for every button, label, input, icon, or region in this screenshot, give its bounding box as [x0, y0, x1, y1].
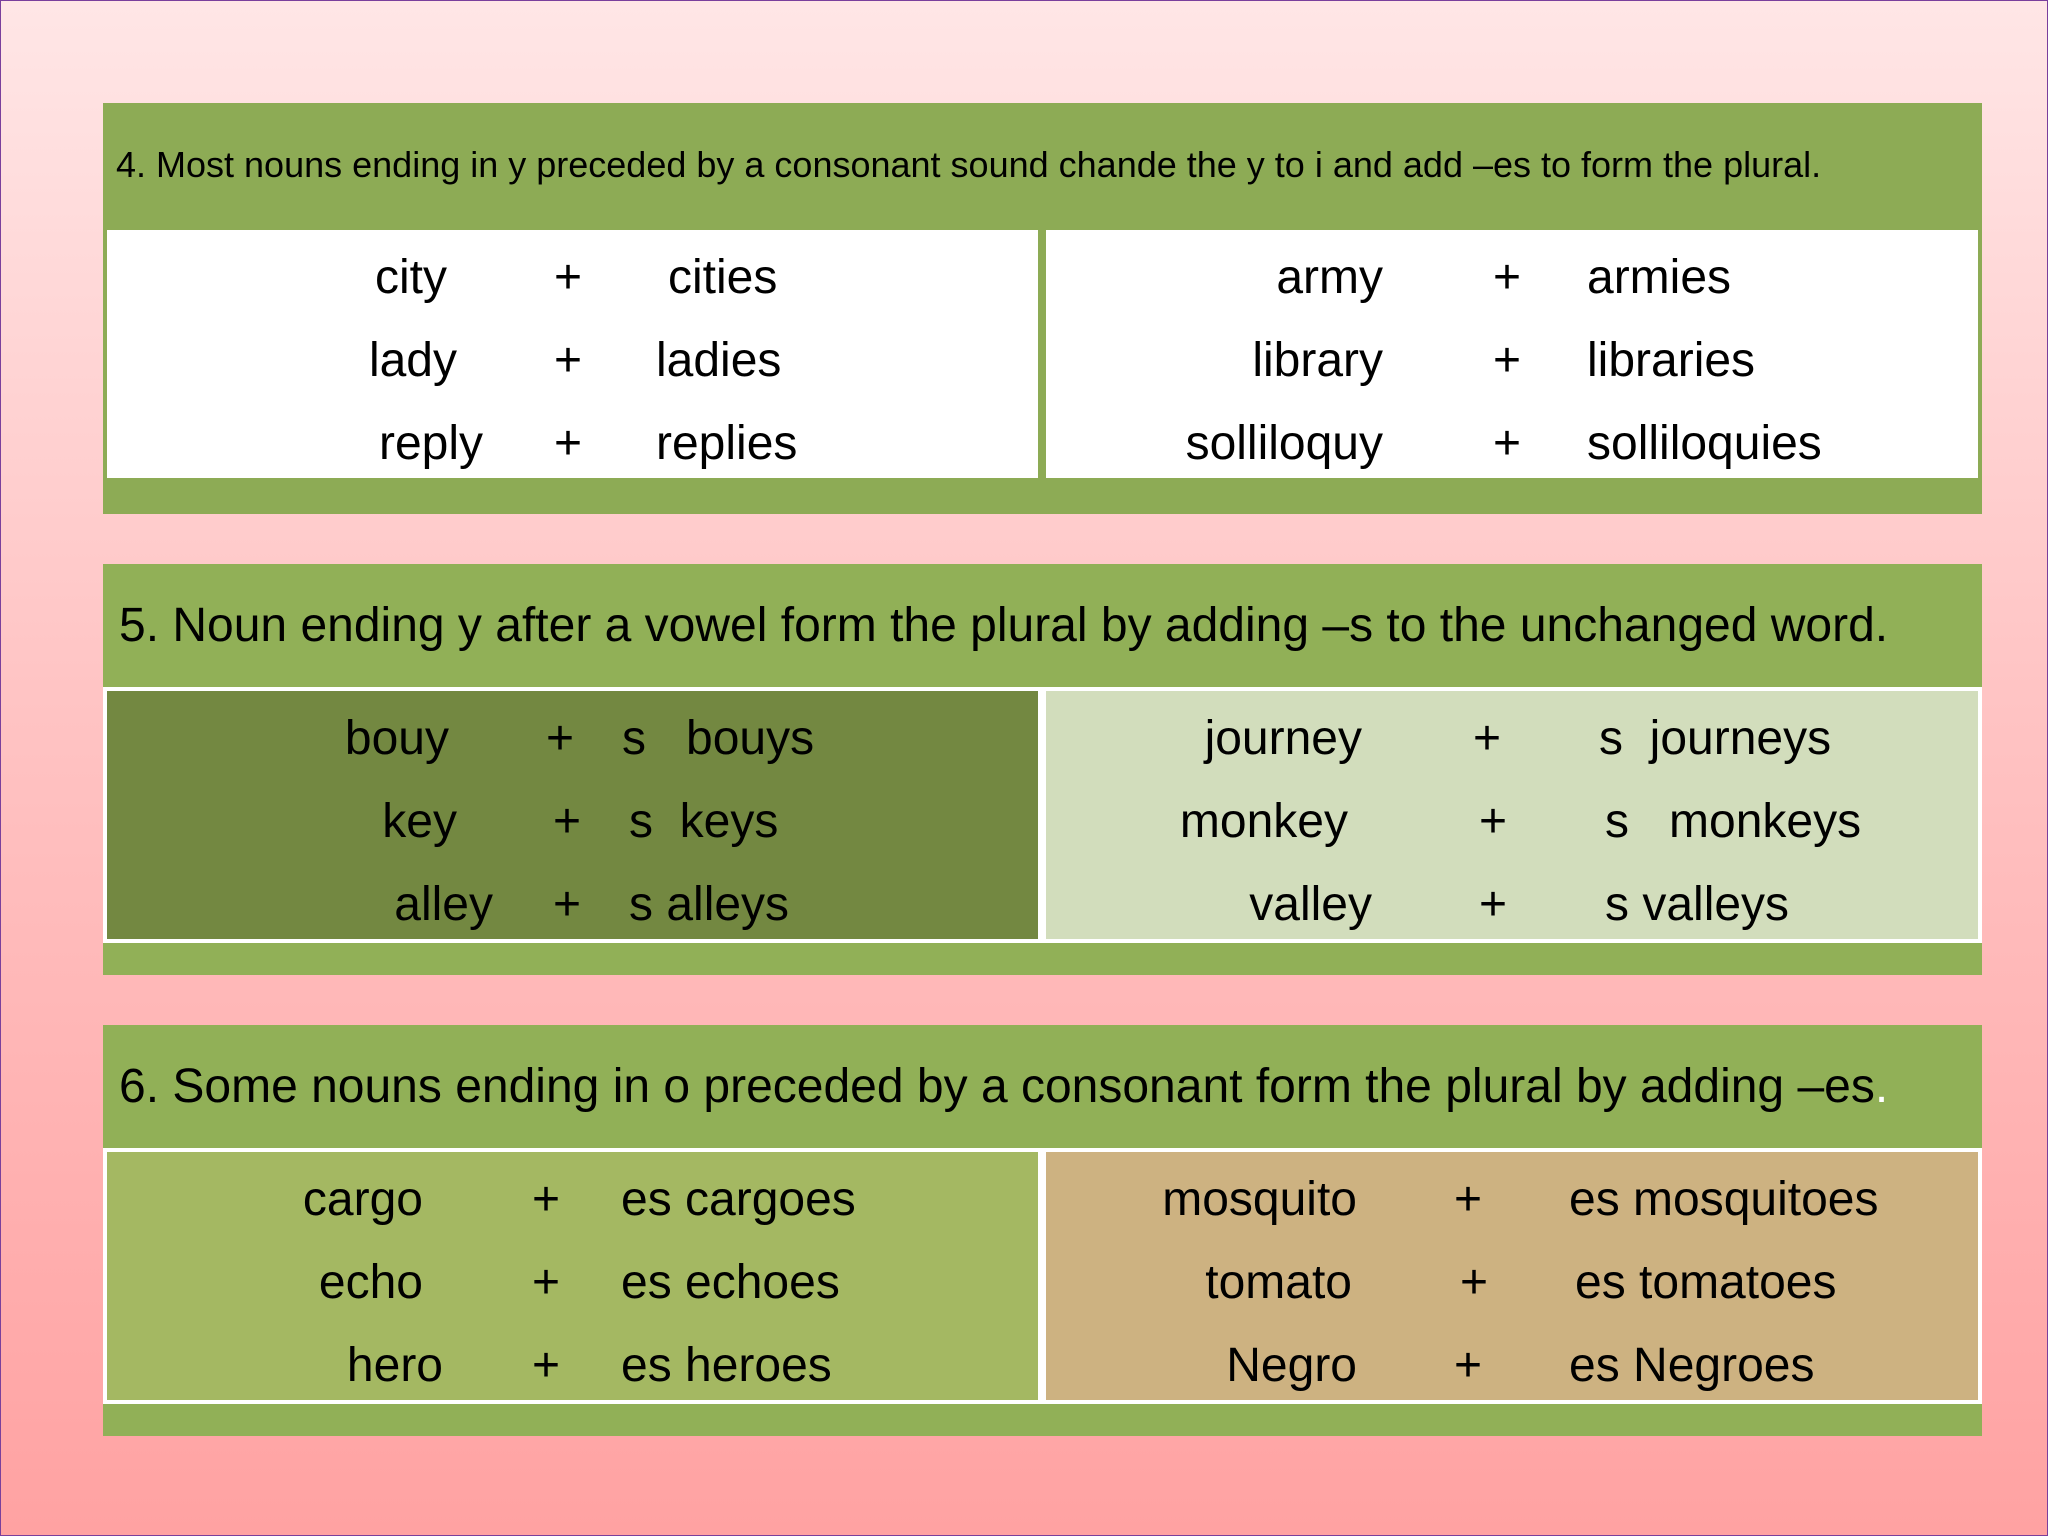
- plus-sign: +: [1479, 795, 1508, 848]
- word: alley: [394, 878, 493, 931]
- word: city: [375, 251, 447, 304]
- plus-sign: +: [1454, 1339, 1483, 1392]
- plural-form: libraries: [1587, 334, 1756, 387]
- plural-form: es echoes: [621, 1256, 840, 1309]
- rule-5-left-examples: [103, 687, 1042, 943]
- plural-form: es Negroes: [1569, 1339, 1815, 1392]
- plural-form: es cargoes: [621, 1173, 856, 1226]
- plus-sign: +: [546, 712, 575, 765]
- rule-5-right-examples: [1042, 687, 1982, 943]
- plus-sign: +: [1460, 1256, 1489, 1309]
- rule-6-panel: [103, 1025, 1982, 1436]
- plus-sign: +: [1493, 334, 1522, 387]
- plus-sign: +: [532, 1173, 561, 1226]
- word: army: [1276, 251, 1383, 304]
- word: echo: [318, 1256, 423, 1309]
- rule-4-heading: [103, 103, 1982, 226]
- plural-form: armies: [1587, 251, 1732, 304]
- rule-4-right-examples: [1042, 226, 1982, 482]
- plus-sign: +: [1479, 878, 1508, 931]
- plural-form: solliloquies: [1587, 417, 1822, 470]
- word: monkey: [1179, 795, 1348, 848]
- word: lady: [368, 334, 457, 387]
- word: cargo: [302, 1173, 423, 1226]
- rule-6-left-examples: [103, 1148, 1042, 1404]
- plus-sign: +: [1493, 251, 1522, 304]
- plus-sign: +: [1473, 712, 1502, 765]
- word: library: [1252, 334, 1383, 387]
- word: mosquito: [1162, 1173, 1357, 1226]
- plural-form: s keys: [629, 795, 779, 848]
- plus-sign: +: [553, 795, 582, 848]
- rule-4-panel: [103, 103, 1982, 514]
- word: journey: [1204, 712, 1362, 765]
- word: valley: [1249, 878, 1372, 931]
- plural-form: s valleys: [1605, 878, 1790, 931]
- rule-4-heading-text: 4. Most nouns ending in y preceded by a consonant sound chande the y to i and add –es to form the plural.: [116, 143, 1822, 185]
- rule-5-heading-text: 5. Noun ending y after a vowel form the plural by adding –s to the unchanged word.: [119, 599, 1889, 652]
- rule-6-heading-text: 6. Some nouns ending in o preceded by a consonant form the plural by adding –es: [119, 1060, 1875, 1113]
- plus-sign: +: [554, 334, 583, 387]
- word: key: [382, 795, 457, 848]
- word: Negro: [1226, 1339, 1357, 1392]
- plural-form: ladies: [656, 334, 782, 387]
- plus-sign: +: [532, 1339, 561, 1392]
- rule-6-heading: [103, 1025, 1982, 1148]
- plural-form: replies: [656, 417, 798, 470]
- plus-sign: +: [1493, 417, 1522, 470]
- plural-form: es heroes: [621, 1339, 832, 1392]
- plural-form: s monkeys: [1605, 795, 1862, 848]
- word: solliloquy: [1185, 417, 1383, 470]
- word: hero: [346, 1339, 443, 1392]
- rule-6-right-examples: [1042, 1148, 1982, 1404]
- word: bouy: [344, 712, 449, 765]
- plural-form: s alleys: [629, 878, 790, 931]
- plural-form: s journeys: [1599, 712, 1832, 765]
- plural-form: s bouys: [622, 712, 815, 765]
- plus-sign: +: [532, 1256, 561, 1309]
- rule-5-panel: [103, 564, 1982, 975]
- plural-form: es tomatoes: [1575, 1256, 1837, 1309]
- rule-5-heading: [103, 564, 1982, 687]
- plus-sign: +: [554, 251, 583, 304]
- plus-sign: +: [1454, 1173, 1483, 1226]
- plus-sign: +: [554, 417, 583, 470]
- word: reply: [378, 417, 483, 470]
- plus-sign: +: [553, 878, 582, 931]
- plural-form: cities: [668, 251, 778, 304]
- rule-4-left-examples: [103, 226, 1042, 482]
- word: tomato: [1205, 1256, 1352, 1309]
- rule-6-heading-period: .: [1874, 1060, 1889, 1113]
- plural-form: es mosquitoes: [1569, 1173, 1879, 1226]
